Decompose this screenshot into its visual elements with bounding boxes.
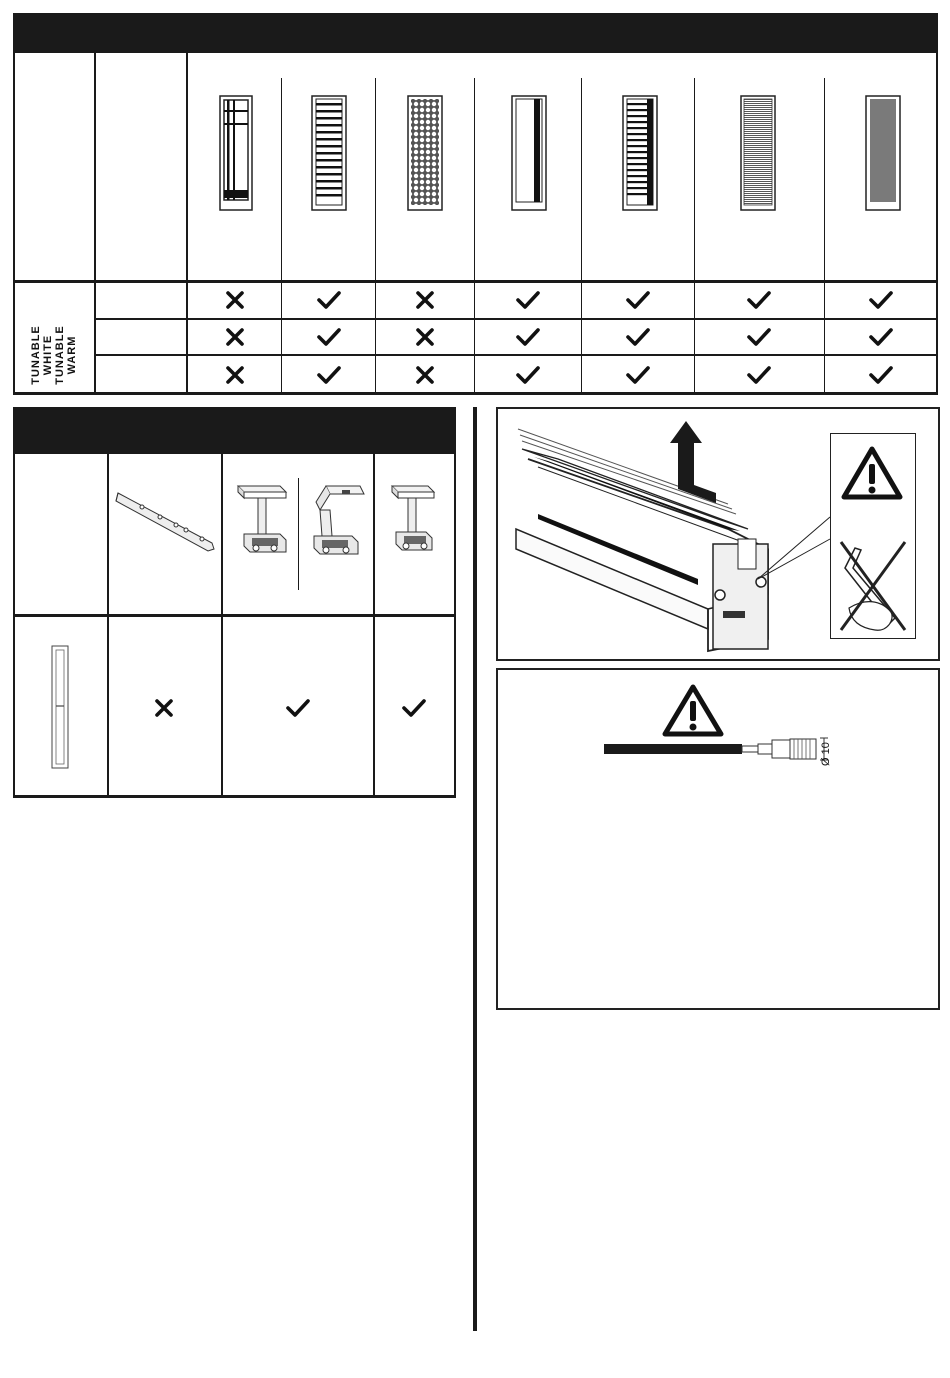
microprism-diffuser-icon	[740, 95, 776, 211]
cable-warning-panel	[496, 668, 940, 1010]
cross-icon	[217, 282, 253, 318]
cable-diameter-label: Ø 10	[820, 742, 832, 766]
warning-triangle-icon	[841, 446, 903, 501]
check-icon	[863, 319, 899, 355]
check-icon	[311, 357, 347, 393]
check-icon	[620, 319, 656, 355]
check-icon	[510, 319, 546, 355]
check-icon	[741, 357, 777, 393]
check-icon	[311, 282, 347, 318]
pointer-lines	[748, 509, 838, 599]
cable-connector-icon	[604, 734, 834, 764]
honeycomb-louvre-icon	[407, 95, 443, 211]
check-icon	[311, 319, 347, 355]
lift-warning-panel	[496, 407, 940, 661]
cross-icon	[407, 319, 443, 355]
check-icon	[510, 282, 546, 318]
ceiling-bracket-icon	[232, 482, 292, 562]
check-icon	[741, 282, 777, 318]
cross-icon	[407, 357, 443, 393]
ceiling-bracket-angled-icon	[306, 482, 368, 562]
check-icon	[741, 319, 777, 355]
luminaire-profile-icon	[51, 645, 69, 770]
compatibility-table-header	[13, 13, 938, 53]
comb-louvre-icon	[622, 95, 658, 211]
no-allen-key-icon	[835, 538, 911, 634]
cross-icon	[217, 357, 253, 393]
horizontal-louvre-icon	[311, 95, 347, 211]
ceiling-bracket-short-icon	[388, 482, 440, 562]
cross-icon	[146, 690, 182, 726]
bracket-table-header	[13, 407, 456, 454]
check-icon	[280, 690, 316, 726]
suspension-rail-icon	[114, 485, 218, 555]
check-icon	[863, 282, 899, 318]
check-icon	[620, 282, 656, 318]
cross-icon	[217, 319, 253, 355]
slot-diffuser-icon	[511, 95, 547, 211]
grid-louvre-icon	[219, 95, 253, 211]
warning-triangle-icon	[662, 684, 724, 738]
lift-arrow-icon	[656, 421, 726, 511]
warning-callout-box	[830, 433, 916, 639]
cross-icon	[407, 282, 443, 318]
opal-diffuser-icon	[865, 95, 901, 211]
check-icon	[396, 690, 432, 726]
column-divider	[473, 407, 477, 1331]
check-icon	[863, 357, 899, 393]
row-group-label: TUNABLE WHITE TUNABLE WARM	[30, 325, 78, 385]
check-icon	[620, 357, 656, 393]
check-icon	[510, 357, 546, 393]
